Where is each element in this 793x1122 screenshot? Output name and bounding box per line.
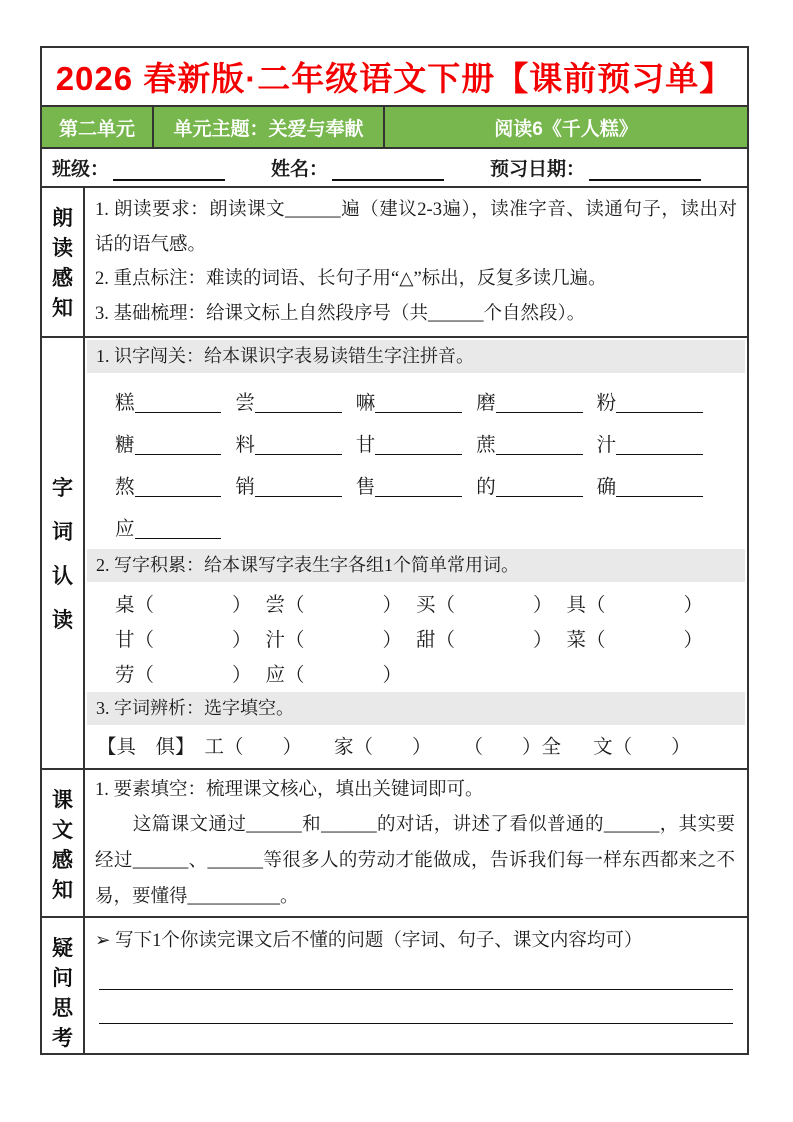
pinyin-unit (115, 478, 221, 498)
section-questions-label (42, 918, 85, 1053)
word-unit: 桌（ ） (115, 594, 252, 616)
pinyin-blank (255, 450, 342, 455)
name-label: 姓名： (270, 159, 328, 180)
section-label-char: 词 (52, 521, 73, 544)
pinyin-row (115, 419, 717, 461)
pinyin-blank (375, 408, 462, 413)
pinyin-blank (496, 450, 583, 455)
section-label-char: 考 (52, 1027, 73, 1050)
character: 糖 (115, 434, 135, 456)
questions-prompt: ➢ 写下1个你读完课文后不懂的问题（字词、句子、课文内容均可） (95, 931, 643, 951)
section-words-content (85, 338, 747, 768)
section-reading (42, 188, 747, 336)
task1-header: 1. 识字闯关：给本课识字表易读错生字注拼音。 (87, 340, 745, 373)
word-unit: 甘（ ） (115, 629, 252, 651)
pinyin-row (115, 503, 717, 545)
task2-header: 2. 写字积累：给本课写字表生字各组1个简单常用词。 (87, 549, 745, 582)
word-row (115, 620, 717, 655)
choice-row (97, 761, 747, 768)
reading-item: 1. 朗读要求：朗读课文______遍（建议2-3遍），读准字音、读通句子，读出对话的语气感。 (95, 200, 737, 255)
word-row (115, 655, 717, 690)
name-blank (332, 163, 444, 181)
section-words-label (42, 338, 85, 768)
choice-item (613, 763, 711, 768)
section-label-char: 字 (52, 477, 73, 500)
choice-options (97, 763, 195, 768)
word-unit: 具（ ） (566, 594, 704, 616)
word-unit: 汁（ ） (265, 629, 403, 651)
section-comprehension-label (42, 770, 85, 916)
section-reading-content (85, 188, 747, 336)
section-comprehension (42, 768, 747, 916)
pinyin-unit (476, 394, 582, 414)
answer-lines (85, 989, 747, 1053)
pinyin-blank (375, 450, 462, 455)
section-label-char: 思 (52, 997, 73, 1020)
date-blank (589, 163, 701, 181)
section-words (42, 336, 747, 768)
word-row (115, 585, 717, 620)
choice-item: 文（ ） (593, 737, 691, 758)
page-title: 2026 春新版·二年级语文下册【课前预习单】 (55, 60, 734, 97)
choice-item: 家（ ） (334, 737, 432, 758)
character: 熬 (115, 476, 135, 498)
character: 料 (235, 434, 255, 456)
character: 甘 (355, 434, 376, 456)
reading-items (85, 188, 747, 331)
pinyin-unit (597, 478, 703, 498)
pinyin-blank (255, 492, 342, 497)
pinyin-blank (135, 534, 222, 539)
section-label-char: 知 (52, 297, 73, 320)
choice-item: 工（ ） (204, 737, 303, 758)
character: 尝 (235, 392, 255, 414)
pinyin-unit (476, 478, 582, 498)
section-comprehension-content (85, 770, 747, 916)
pinyin-blank (255, 408, 342, 413)
pinyin-blank (135, 450, 222, 455)
date-label: 预习日期： (489, 159, 585, 180)
pinyin-blank (375, 492, 462, 497)
unit-number: 第二单元 (42, 107, 154, 147)
answer-line (99, 1023, 733, 1024)
pinyin-unit (356, 478, 462, 498)
pinyin-blank (135, 408, 222, 413)
comprehension-paragraph: 这篇课文通过______和______的对话，讲述了看似普通的______，其实要经过______、______等很多人的劳动才能做成，告诉我们每一样东西都来之不易，要懂得__________。 (95, 815, 735, 907)
name-group (271, 154, 444, 181)
section-label-char: 文 (52, 819, 73, 842)
word-unit: 买（ ） (416, 594, 553, 616)
character: 应 (115, 518, 135, 540)
pinyin-unit (356, 394, 462, 414)
word-unit: 尝（ ） (265, 594, 403, 616)
word-grid (85, 582, 747, 690)
reading-item: 2. 重点标注：难读的词语、长句子用“△”标出，反复多读几遍。 (95, 269, 607, 289)
character: 粉 (596, 392, 617, 414)
pinyin-blank (616, 450, 703, 455)
character: 蔗 (476, 434, 496, 456)
word-unit: 菜（ ） (566, 629, 704, 651)
pinyin-unit (356, 436, 462, 456)
unit-theme: 单元主题：关爱与奉献 (154, 107, 385, 147)
class-group (52, 154, 225, 181)
class-label: 班级： (52, 159, 110, 180)
pinyin-row (115, 461, 717, 503)
section-label-char: 课 (52, 789, 73, 812)
answer-line (99, 989, 733, 990)
pinyin-blank (616, 492, 703, 497)
character: 售 (355, 476, 376, 498)
reading-item: 3. 基础梳理：给课文标上自然段序号（共______个自然段）。 (95, 303, 586, 324)
pinyin-blank (135, 492, 222, 497)
comprehension-task-title: 1. 要素填空：梳理课文核心，填出关键词即可。 (95, 780, 484, 800)
class-blank (113, 163, 225, 181)
section-label-char: 认 (52, 565, 73, 588)
section-questions-content (85, 918, 747, 1053)
pinyin-unit (115, 394, 221, 414)
choice-rows (85, 725, 747, 768)
pinyin-grid (85, 373, 747, 547)
section-reading-label (42, 188, 85, 336)
section-label-char: 读 (52, 609, 73, 632)
date-group (490, 154, 701, 181)
character: 确 (596, 476, 617, 498)
section-label-char: 感 (52, 849, 73, 872)
pinyin-unit (115, 520, 221, 540)
section-label-char: 感 (52, 267, 73, 290)
character: 汁 (596, 434, 617, 456)
worksheet (40, 46, 749, 1055)
character: 销 (235, 476, 255, 498)
title-row (42, 48, 747, 107)
section-label-char: 读 (52, 237, 73, 260)
character: 磨 (476, 392, 496, 414)
section-label-char: 朗 (52, 207, 73, 230)
section-label-char: 知 (52, 879, 73, 902)
character: 嘛 (355, 392, 376, 414)
pinyin-unit (597, 436, 703, 456)
pinyin-blank (616, 408, 703, 413)
section-label-char: 疑 (52, 937, 73, 960)
pinyin-unit (235, 436, 341, 456)
pinyin-blank (496, 408, 583, 413)
unit-bar (42, 107, 747, 149)
choice-item: （ ）全 (463, 737, 562, 758)
section-label-char: 问 (52, 967, 73, 990)
choice-options: 【具 俱】 (97, 737, 195, 758)
pinyin-unit (115, 436, 221, 456)
character: 糕 (115, 392, 135, 414)
pinyin-unit (597, 394, 703, 414)
pinyin-unit (235, 478, 341, 498)
pinyin-unit (476, 436, 582, 456)
section-questions (42, 916, 747, 1053)
word-unit: 劳（ ） (115, 664, 252, 686)
choice-item (205, 763, 322, 768)
choice-item (354, 763, 452, 768)
choice-row (97, 729, 747, 761)
word-unit: 应（ ） (265, 664, 403, 686)
info-row (42, 149, 747, 188)
word-unit: 甜（ ） (416, 629, 553, 651)
pinyin-unit (235, 394, 341, 414)
pinyin-row (115, 377, 717, 419)
pinyin-blank (496, 492, 583, 497)
task3-header: 3. 字词辨析：选字填空。 (87, 692, 745, 725)
choice-item (483, 763, 581, 768)
character: 的 (476, 476, 496, 498)
lesson-title: 阅读6《千人糕》 (494, 118, 638, 140)
